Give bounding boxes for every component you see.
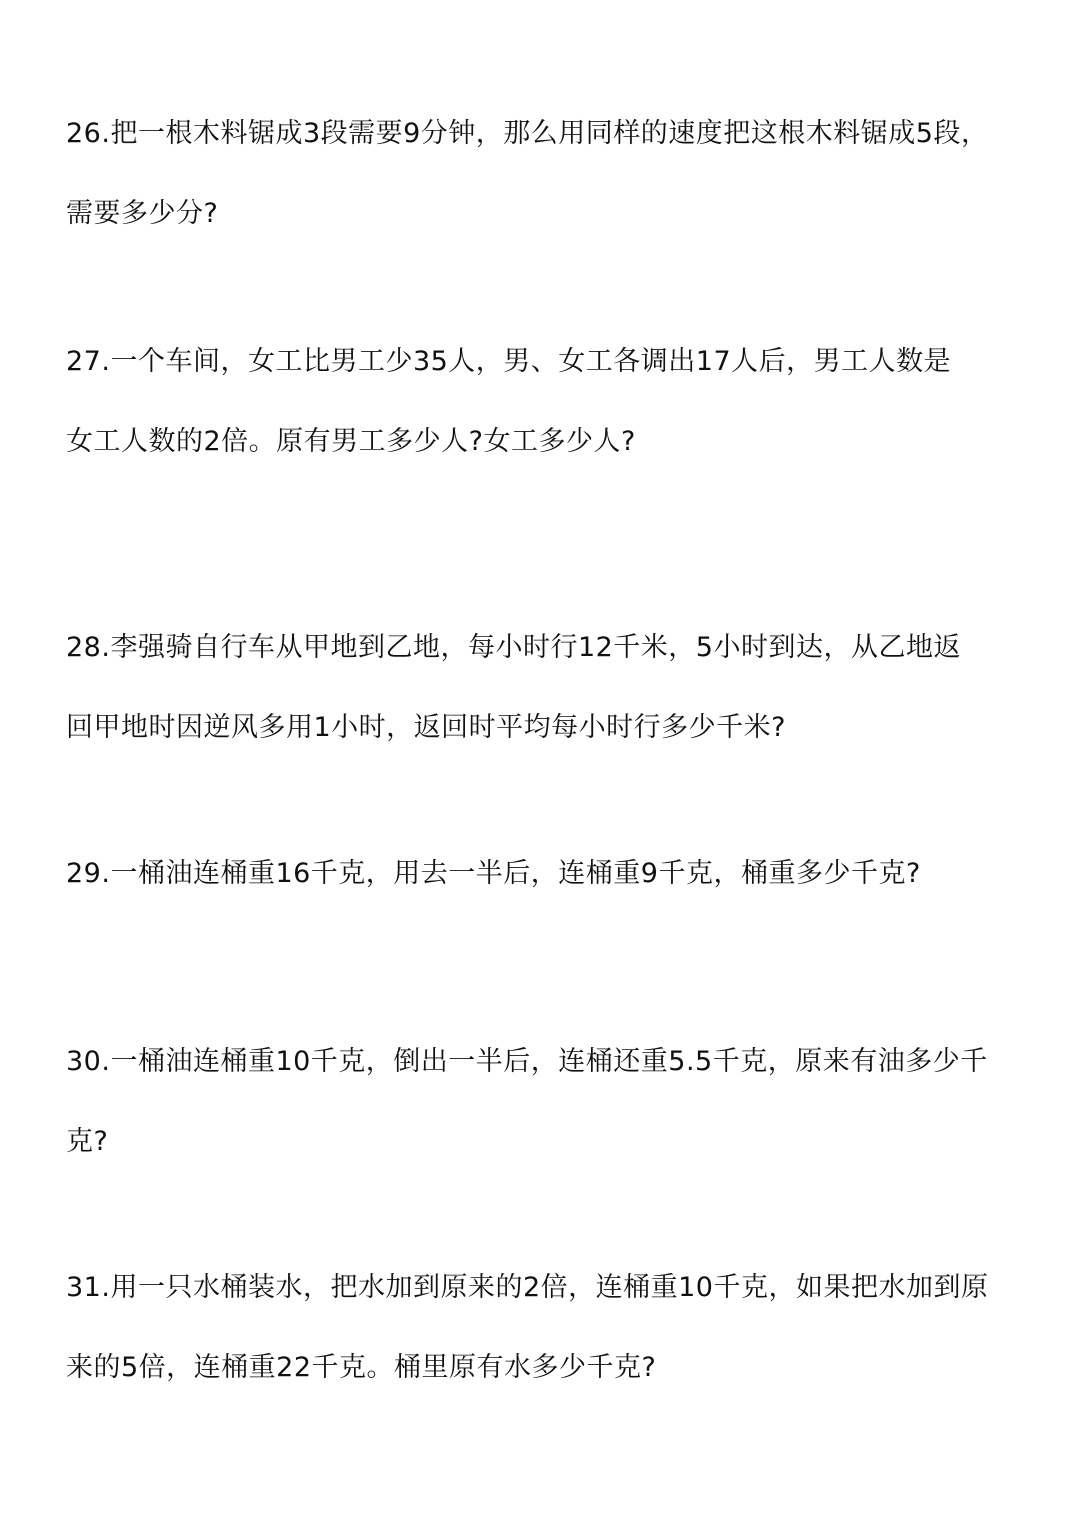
problem-30-line-1: 30.一桶油连桶重10千克，倒出一半后，连桶还重5.5千克，原来有油多少千 [66,1046,988,1077]
problem-28 [66,588,1026,788]
problem-27 [66,302,1026,502]
problem-31-line-1: 31.用一只水桶装水，把水加到原来的2倍，连桶重10千克，如果把水加到原 [66,1272,989,1303]
problem-29-line-1: 29.一桶油连桶重16千克，用去一半后，连桶重9千克，桶重多少千克? [66,858,921,889]
problem-28-line-1: 28.李强骑自行车从甲地到乙地，每小时行12千米，5小时到达，从乙地返 [66,632,961,663]
problem-26 [66,74,1026,274]
problem-27-line-2: 女工人数的2倍。原有男工多少人?女工多少人? [66,426,636,457]
problem-30 [66,1002,1026,1202]
problem-31-line-2: 来的5倍，连桶重22千克。桶里原有水多少千克? [66,1352,657,1383]
problem-28-line-2: 回甲地时因逆风多用1小时，返回时平均每小时行多少千米? [66,712,787,743]
problem-26-line-1: 26.把一根木料锯成3段需要9分钟，那么用同样的速度把这根木料锯成5段， [66,118,989,149]
problem-27-line-1: 27.一个车间，女工比男工少35人，男、女工各调出17人后，男工人数是 [66,346,952,377]
problem-29 [66,814,1026,934]
problem-30-line-2: 克? [66,1126,109,1157]
problem-26-line-2: 需要多少分? [66,198,219,229]
problem-31 [66,1228,1026,1428]
